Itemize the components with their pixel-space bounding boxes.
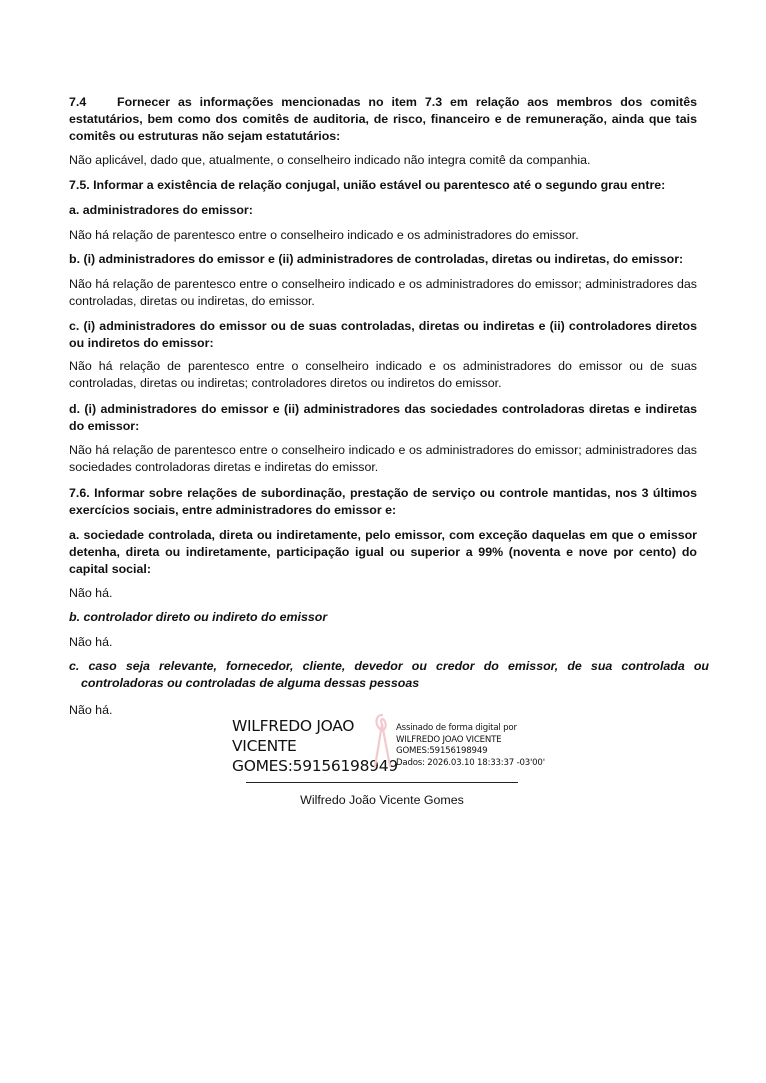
item-7-6-b-label: b. controlador direto ou indireto do emissor bbox=[69, 610, 328, 624]
item-7-5-b-answer: Não há relação de parentesco entre o conselheiro indicado e os administradores do emissor; administradores das controladas, diretas ou indiretas, do emissor. bbox=[69, 277, 697, 308]
section-number: 7.4 bbox=[69, 95, 87, 109]
section-heading-text: Fornecer as informações mencionadas no item 7.3 em relação aos membros dos comitês estatutários, bem como dos comitês de auditoria, de risco, financeiro e de remuneração, ainda que tais comitês ou estruturas não sejam estatutários: bbox=[69, 95, 697, 143]
item-7-5-b-label: b. (i) administradores do emissor e (ii) administradores de controladas, diretas ou indiretas, do emissor: bbox=[69, 252, 684, 266]
signature-info-line: GOMES:59156198949 bbox=[396, 746, 488, 756]
item-7-6-b-answer: Não há. bbox=[69, 635, 113, 649]
signer-name: Wilfredo João Vicente Gomes bbox=[300, 793, 464, 807]
item-7-5-c-answer: Não há relação de parentesco entre o conselheiro indicado e os administradores do emissor ou de suas controladas, diretas ou indiretas; controladores diretos ou indiretos do emissor. bbox=[69, 359, 697, 390]
section-7-6-heading: 7.6. Informar sobre relações de subordinação, prestação de serviço ou controle mantidas, nos 3 últimos exercícios sociais, entre administradores do emissor e: bbox=[69, 486, 697, 517]
section-7-4-answer: Não aplicável, dado que, atualmente, o conselheiro indicado não integra comitê da companhia. bbox=[69, 153, 591, 167]
item-7-5-d-answer: Não há relação de parentesco entre o conselheiro indicado e os administradores do emissor; administradores das sociedades controladoras diretas e indiretas do emissor. bbox=[69, 443, 697, 474]
item-7-6-a-answer: Não há. bbox=[69, 586, 113, 600]
signature-info-line: Assinado de forma digital por bbox=[396, 723, 517, 733]
item-7-6-c-label: c. caso seja relevante, fornecedor, cliente, devedor ou credor do emissor, de sua controlada ou controladoras ou controladas de alguma dessas pessoas bbox=[69, 659, 709, 690]
section-7-5-heading: 7.5. Informar a existência de relação conjugal, união estável ou parentesco até o segundo grau entre: bbox=[69, 178, 666, 192]
signature-name-line: WILFREDO JOAO bbox=[232, 717, 355, 735]
digital-signature-name bbox=[232, 716, 398, 776]
signature-info-line: Dados: 2026.03.10 18:33:37 -03'00' bbox=[396, 757, 545, 768]
item-7-6-c-answer: Não há. bbox=[69, 703, 113, 717]
digital-signature-details bbox=[396, 723, 566, 769]
item-7-5-c-label: c. (i) administradores do emissor ou de suas controladas, diretas ou indiretas e (ii) controladores diretos ou indiretos do emissor: bbox=[69, 319, 697, 350]
item-7-5-a-answer: Não há relação de parentesco entre o conselheiro indicado e os administradores do emissor. bbox=[69, 228, 579, 242]
signature-info-line: WILFREDO JOAO VICENTE bbox=[396, 734, 502, 745]
digital-signature-ribbon-icon bbox=[370, 712, 396, 770]
signature-line bbox=[246, 782, 518, 783]
item-7-5-a-label: a. administradores do emissor: bbox=[69, 203, 253, 217]
signature-name-line: VICENTE bbox=[232, 737, 297, 755]
signature-name-line: GOMES:59156198949 bbox=[232, 757, 398, 775]
item-7-6-a-label: a. sociedade controlada, direta ou indiretamente, pelo emissor, com exceção daquelas em que o emissor detenha, direta ou indiretamente, participação igual ou superior a 99% (noventa e nove por cento) do capital social: bbox=[69, 528, 697, 576]
item-7-5-d-label: d. (i) administradores do emissor e (ii) administradores das sociedades controladoras diretas e indiretas do emissor: bbox=[69, 402, 697, 433]
section-7-4-heading bbox=[69, 94, 697, 145]
